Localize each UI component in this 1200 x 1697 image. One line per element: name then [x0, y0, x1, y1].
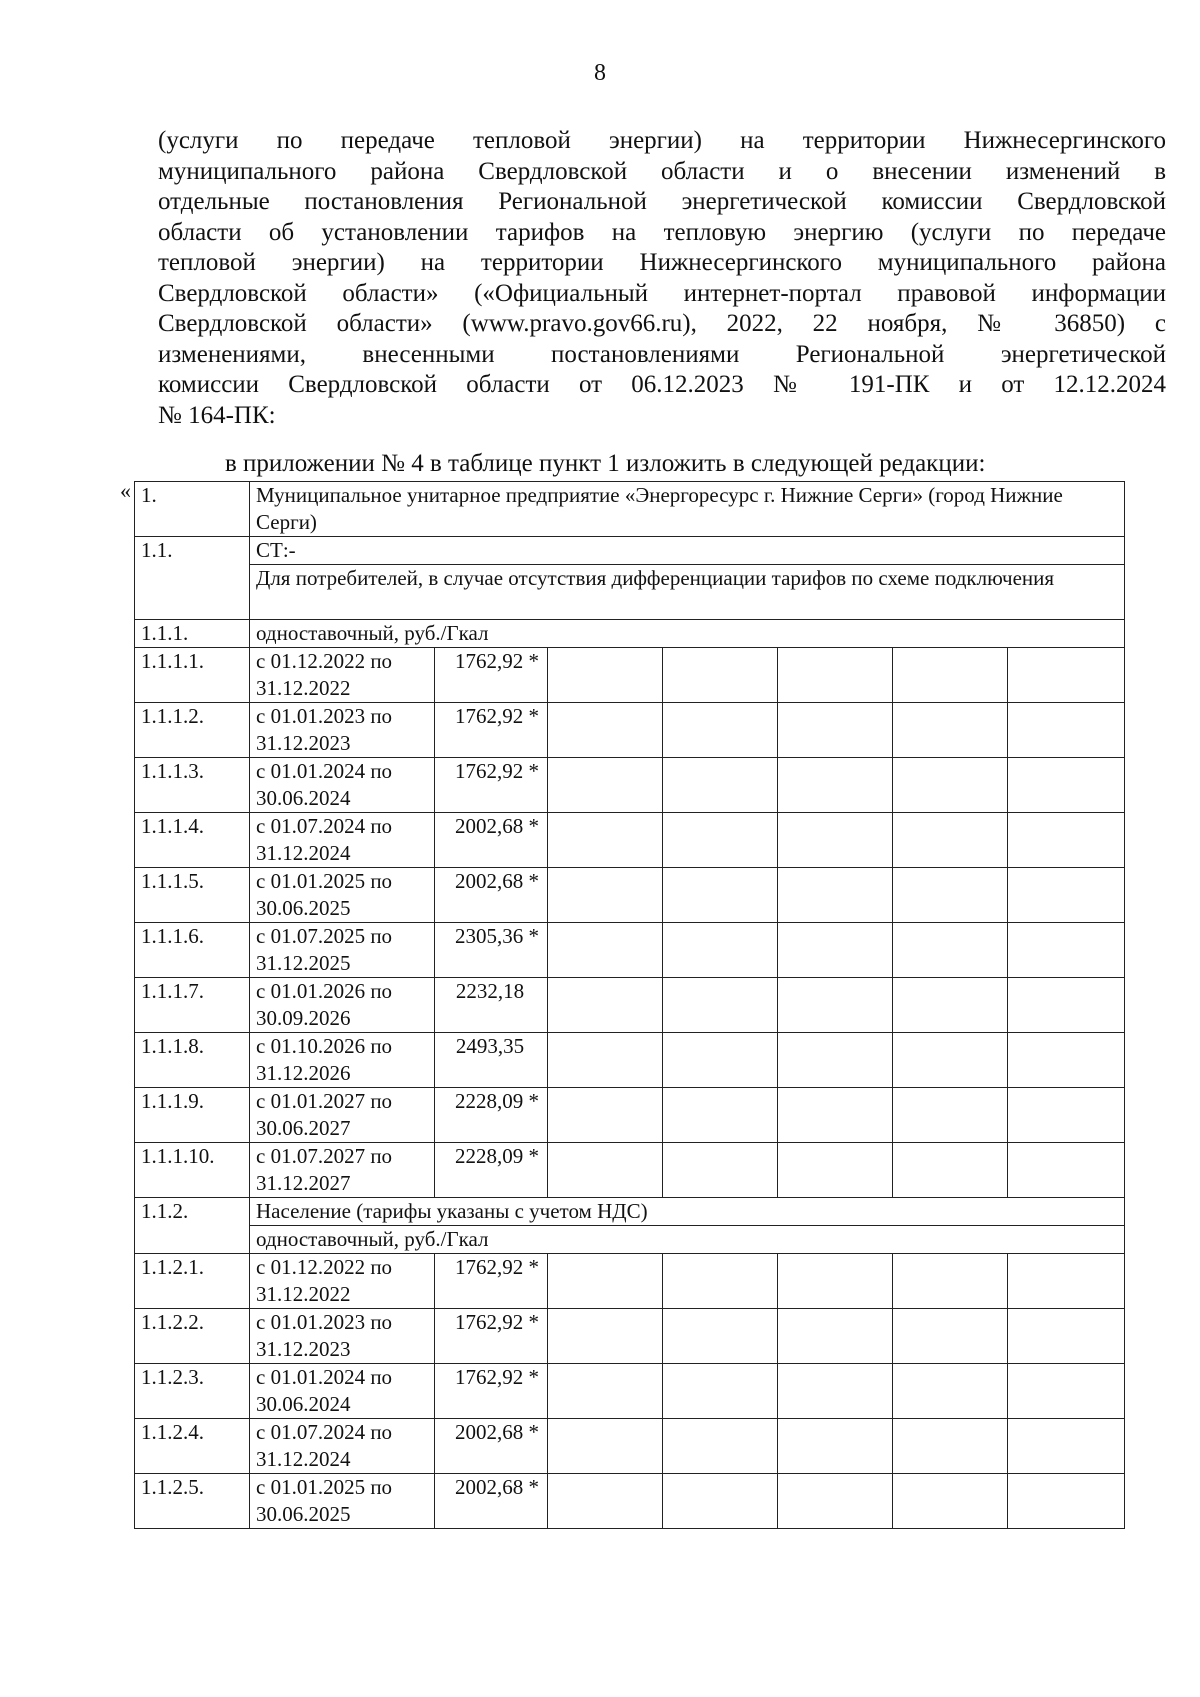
intro-line: тепловой энергии) на территории Нижнесергинского муниципального района [158, 249, 1166, 276]
intro-line: муниципального района Свердловской области и о внесении изменений в [158, 157, 1166, 185]
empty-cell [548, 923, 663, 978]
period-cell: с 01.12.2022 по 31.12.2022 [250, 1254, 435, 1309]
empty-cell [893, 923, 1008, 978]
tariff-value: 1762,92 * [435, 1364, 548, 1419]
period-cell: с 01.10.2026 по 31.12.2026 [250, 1033, 435, 1088]
empty-cell [893, 1309, 1008, 1364]
empty-cell [548, 813, 663, 868]
period-cell: с 01.01.2024 по 30.06.2024 [250, 1364, 435, 1419]
row-number: 1.1.1.7. [135, 978, 250, 1033]
empty-cell [663, 1309, 778, 1364]
row-number: 1.1.1.6. [135, 923, 250, 978]
empty-cell [548, 1088, 663, 1143]
empty-cell [778, 1143, 893, 1198]
empty-cell [548, 978, 663, 1033]
intro-last-line: № 164-ПК: [158, 401, 276, 429]
empty-cell [663, 1033, 778, 1088]
row-number: 1.1.2.3. [135, 1364, 250, 1419]
empty-cell [778, 703, 893, 758]
empty-cell [663, 978, 778, 1033]
empty-cell [778, 1088, 893, 1143]
empty-cell [778, 978, 893, 1033]
tariff-type: одноставочный, руб./Гкал [250, 1226, 1125, 1254]
period-cell: с 01.07.2025 по 31.12.2025 [250, 923, 435, 978]
row-number: 1.1. [135, 537, 250, 620]
tariff-value: 1762,92 * [435, 1254, 548, 1309]
empty-cell [893, 1254, 1008, 1309]
row-number: 1.1.1.10. [135, 1143, 250, 1198]
intro-line: изменениями, внесенными постановлениями Региональной энергетической [158, 340, 1166, 368]
row-number: 1.1.1.5. [135, 868, 250, 923]
tariff-value: 2493,35 [435, 1033, 548, 1088]
tariff-type: одноставочный, руб./Гкал [250, 620, 1125, 648]
table-row [135, 978, 1125, 1033]
empty-cell [663, 1419, 778, 1474]
table-row [135, 482, 1125, 537]
empty-cell [893, 1419, 1008, 1474]
empty-cell [778, 1474, 893, 1529]
empty-cell [663, 703, 778, 758]
row-number: 1.1.1.4. [135, 813, 250, 868]
tariff-value: 1762,92 * [435, 1309, 548, 1364]
empty-cell [1008, 1419, 1125, 1474]
organization-name: Муниципальное унитарное предприятие «Энергоресурс г. Нижние Серги» (город Нижние Серги) [250, 482, 1125, 537]
empty-cell [548, 648, 663, 703]
table-row [135, 868, 1125, 923]
empty-cell [778, 923, 893, 978]
tariff-value: 1762,92 * [435, 648, 548, 703]
empty-cell [1008, 868, 1125, 923]
empty-cell [663, 1474, 778, 1529]
period-cell: с 01.01.2023 по 31.12.2023 [250, 1309, 435, 1364]
open-quote-mark: « [120, 478, 131, 503]
empty-cell [663, 813, 778, 868]
row-number: 1.1.2. [135, 1198, 250, 1254]
period-cell: с 01.01.2023 по 31.12.2023 [250, 703, 435, 758]
tariff-value: 2002,68 * [435, 1474, 548, 1529]
empty-cell [663, 1088, 778, 1143]
empty-cell [1008, 1033, 1125, 1088]
empty-cell [1008, 1254, 1125, 1309]
system-label: СТ:- [250, 537, 1125, 565]
table-row [135, 537, 1125, 565]
empty-cell [893, 1088, 1008, 1143]
period-cell: с 01.01.2025 по 30.06.2025 [250, 1474, 435, 1529]
intro-paragraph [158, 126, 1166, 431]
tariff-value: 1762,92 * [435, 758, 548, 813]
tariff-value: 2305,36 * [435, 923, 548, 978]
table-row [135, 813, 1125, 868]
empty-cell [548, 868, 663, 923]
empty-cell [893, 648, 1008, 703]
table-row [135, 703, 1125, 758]
table-row [135, 1226, 1125, 1254]
empty-cell [893, 813, 1008, 868]
empty-cell [778, 868, 893, 923]
empty-cell [1008, 1309, 1125, 1364]
row-number: 1.1.2.2. [135, 1309, 250, 1364]
empty-cell [1008, 758, 1125, 813]
consumer-category: Для потребителей, в случае отсутствия дифференциации тарифов по схеме подключения [250, 565, 1125, 620]
empty-cell [1008, 703, 1125, 758]
tariff-table [134, 481, 1125, 1529]
row-number: 1.1.1.8. [135, 1033, 250, 1088]
period-cell: с 01.01.2026 по 30.09.2026 [250, 978, 435, 1033]
row-number: 1.1.1.3. [135, 758, 250, 813]
empty-cell [893, 1474, 1008, 1529]
intro-line: Свердловской области» (www.pravo.gov66.ru), 2022, 22 ноября, № 36850) с [158, 310, 1166, 337]
empty-cell [548, 1309, 663, 1364]
period-cell: с 01.01.2025 по 30.06.2025 [250, 868, 435, 923]
empty-cell [1008, 923, 1125, 978]
tariff-value: 2002,68 * [435, 1419, 548, 1474]
table-row [135, 1419, 1125, 1474]
empty-cell [663, 868, 778, 923]
page-number: 8 [594, 60, 606, 86]
period-cell: с 01.01.2024 по 30.06.2024 [250, 758, 435, 813]
tariff-value: 2228,09 * [435, 1088, 548, 1143]
empty-cell [1008, 1364, 1125, 1419]
empty-cell [893, 1364, 1008, 1419]
intro-line: области об установлении тарифов на тепловую энергию (услуги по передаче [158, 218, 1166, 246]
table-row [135, 1143, 1125, 1198]
empty-cell [893, 978, 1008, 1033]
period-cell: с 01.07.2027 по 31.12.2027 [250, 1143, 435, 1198]
tariff-value: 2002,68 * [435, 868, 548, 923]
period-cell: с 01.07.2024 по 31.12.2024 [250, 1419, 435, 1474]
period-cell: с 01.01.2027 по 30.06.2027 [250, 1088, 435, 1143]
empty-cell [893, 868, 1008, 923]
table-row [135, 648, 1125, 703]
table-row [135, 620, 1125, 648]
row-number: 1.1.1.9. [135, 1088, 250, 1143]
tariff-value: 2002,68 * [435, 813, 548, 868]
empty-cell [778, 1419, 893, 1474]
row-number: 1.1.1. [135, 620, 250, 648]
row-number: 1.1.2.1. [135, 1254, 250, 1309]
intro-line: комиссии Свердловской области от 06.12.2023 № 191-ПК и от 12.12.2024 [158, 371, 1166, 398]
empty-cell [663, 758, 778, 813]
empty-cell [778, 1364, 893, 1419]
empty-cell [548, 1364, 663, 1419]
period-cell: с 01.12.2022 по 31.12.2022 [250, 648, 435, 703]
empty-cell [663, 648, 778, 703]
empty-cell [663, 1254, 778, 1309]
empty-cell [778, 1033, 893, 1088]
instruction-line: в приложении № 4 в таблице пункт 1 изложить в следующей редакции: [225, 450, 986, 477]
empty-cell [663, 1143, 778, 1198]
empty-cell [893, 758, 1008, 813]
empty-cell [548, 1143, 663, 1198]
row-number: 1.1.1.2. [135, 703, 250, 758]
tariff-value: 2228,09 * [435, 1143, 548, 1198]
empty-cell [893, 1033, 1008, 1088]
empty-cell [1008, 978, 1125, 1033]
table-row [135, 1198, 1125, 1226]
empty-cell [778, 648, 893, 703]
table-row [135, 1474, 1125, 1529]
table-row [135, 1254, 1125, 1309]
table-row [135, 1309, 1125, 1364]
empty-cell [548, 1474, 663, 1529]
intro-line: (услуги по передаче тепловой энергии) на территории Нижнесергинского [158, 127, 1166, 154]
intro-line: отдельные постановления Региональной энергетической комиссии Свердловской [158, 188, 1166, 215]
empty-cell [548, 1254, 663, 1309]
table-row [135, 923, 1125, 978]
row-number: 1.1.2.5. [135, 1474, 250, 1529]
row-number: 1. [135, 482, 250, 537]
empty-cell [778, 813, 893, 868]
empty-cell [778, 1254, 893, 1309]
table-row [135, 1088, 1125, 1143]
empty-cell [1008, 648, 1125, 703]
table-row [135, 1033, 1125, 1088]
empty-cell [1008, 1088, 1125, 1143]
table-row [135, 1364, 1125, 1419]
empty-cell [778, 1309, 893, 1364]
empty-cell [893, 1143, 1008, 1198]
empty-cell [548, 1419, 663, 1474]
empty-cell [1008, 1474, 1125, 1529]
table-row [135, 758, 1125, 813]
table-row [135, 565, 1125, 620]
empty-cell [663, 923, 778, 978]
tariff-value: 1762,92 * [435, 703, 548, 758]
row-number: 1.1.1.1. [135, 648, 250, 703]
empty-cell [1008, 1143, 1125, 1198]
empty-cell [1008, 813, 1125, 868]
empty-cell [893, 703, 1008, 758]
empty-cell [778, 758, 893, 813]
empty-cell [548, 758, 663, 813]
tariff-value: 2232,18 [435, 978, 548, 1033]
empty-cell [548, 1033, 663, 1088]
consumer-category: Население (тарифы указаны с учетом НДС) [250, 1198, 1125, 1226]
period-cell: с 01.07.2024 по 31.12.2024 [250, 813, 435, 868]
intro-line: Свердловской области» («Официальный интернет-портал правовой информации [158, 279, 1166, 307]
empty-cell [663, 1364, 778, 1419]
row-number: 1.1.2.4. [135, 1419, 250, 1474]
empty-cell [548, 703, 663, 758]
